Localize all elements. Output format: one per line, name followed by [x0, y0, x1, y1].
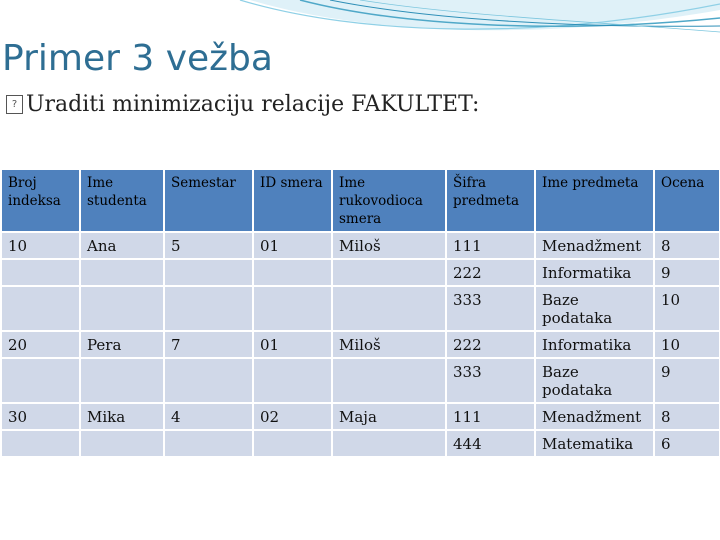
- table-cell: 5: [164, 232, 253, 259]
- table-cell: 4: [164, 403, 253, 430]
- slide-title: Primer 3 vežba: [2, 38, 273, 79]
- table-header-row: [1, 169, 720, 232]
- table-cell: [164, 430, 253, 457]
- table-cell: 9: [654, 358, 720, 403]
- table-cell: 222: [446, 331, 535, 358]
- header-ocena: Ocena: [654, 169, 720, 232]
- table-cell: 444: [446, 430, 535, 457]
- bullet-glyph-icon: ?: [6, 95, 23, 114]
- table-cell: Ana: [80, 232, 164, 259]
- table-cell: Miloš: [332, 232, 446, 259]
- table-cell: Menadžment: [535, 232, 654, 259]
- table-cell: 01: [253, 232, 332, 259]
- table-row: [1, 286, 720, 331]
- header-id-smera: ID smera: [253, 169, 332, 232]
- table-row: [1, 331, 720, 358]
- table-cell: Pera: [80, 331, 164, 358]
- table-cell: 8: [654, 403, 720, 430]
- table-cell: 01: [253, 331, 332, 358]
- table-cell: 333: [446, 358, 535, 403]
- table-cell: Maja: [332, 403, 446, 430]
- table-cell: 10: [1, 232, 80, 259]
- table-cell: [1, 286, 80, 331]
- header-semestar: Semestar: [164, 169, 253, 232]
- table-cell: 10: [654, 286, 720, 331]
- table-cell: Baze podataka: [535, 286, 654, 331]
- header-ime-studenta: Ime studenta: [80, 169, 164, 232]
- table-cell: [332, 358, 446, 403]
- bullet-text: Uraditi minimizaciju relacije FAKULTET:: [26, 92, 480, 117]
- table-cell: Miloš: [332, 331, 446, 358]
- table-cell: 6: [654, 430, 720, 457]
- table-cell: [80, 286, 164, 331]
- table-cell: Matematika: [535, 430, 654, 457]
- table-cell: [332, 259, 446, 286]
- table-cell: 20: [1, 331, 80, 358]
- table-cell: 111: [446, 232, 535, 259]
- table-cell: [1, 259, 80, 286]
- table-row: [1, 430, 720, 457]
- table-cell: [164, 286, 253, 331]
- table-cell: [80, 358, 164, 403]
- header-broj-indeksa: Broj indeksa: [1, 169, 80, 232]
- header-ime-rukovodioca: Ime rukovodioca smera: [332, 169, 446, 232]
- table-cell: [1, 430, 80, 457]
- table-cell: [80, 259, 164, 286]
- table-cell: [164, 358, 253, 403]
- table-cell: Informatika: [535, 259, 654, 286]
- table-cell: [253, 430, 332, 457]
- table-cell: 02: [253, 403, 332, 430]
- table-cell: 333: [446, 286, 535, 331]
- table-row: [1, 259, 720, 286]
- bullet-line: [6, 92, 479, 117]
- table-row: [1, 403, 720, 430]
- table-cell: [253, 286, 332, 331]
- table-cell: Informatika: [535, 331, 654, 358]
- table-cell: Menadžment: [535, 403, 654, 430]
- table-cell: 9: [654, 259, 720, 286]
- table-row: [1, 232, 720, 259]
- header-ime-predmeta: Ime predmeta: [535, 169, 654, 232]
- fakultet-table: [0, 168, 720, 458]
- table-row: [1, 358, 720, 403]
- table-cell: [1, 358, 80, 403]
- table-cell: [164, 259, 253, 286]
- table-cell: 222: [446, 259, 535, 286]
- table-cell: [80, 430, 164, 457]
- table-cell: Mika: [80, 403, 164, 430]
- table-cell: [253, 358, 332, 403]
- table-cell: [332, 430, 446, 457]
- header-sifra-predmeta: Šifra predmeta: [446, 169, 535, 232]
- table-cell: 30: [1, 403, 80, 430]
- table-cell: 10: [654, 331, 720, 358]
- table-cell: 7: [164, 331, 253, 358]
- table-cell: Baze podataka: [535, 358, 654, 403]
- table-cell: 111: [446, 403, 535, 430]
- table-cell: [332, 286, 446, 331]
- table-cell: [253, 259, 332, 286]
- table-cell: 8: [654, 232, 720, 259]
